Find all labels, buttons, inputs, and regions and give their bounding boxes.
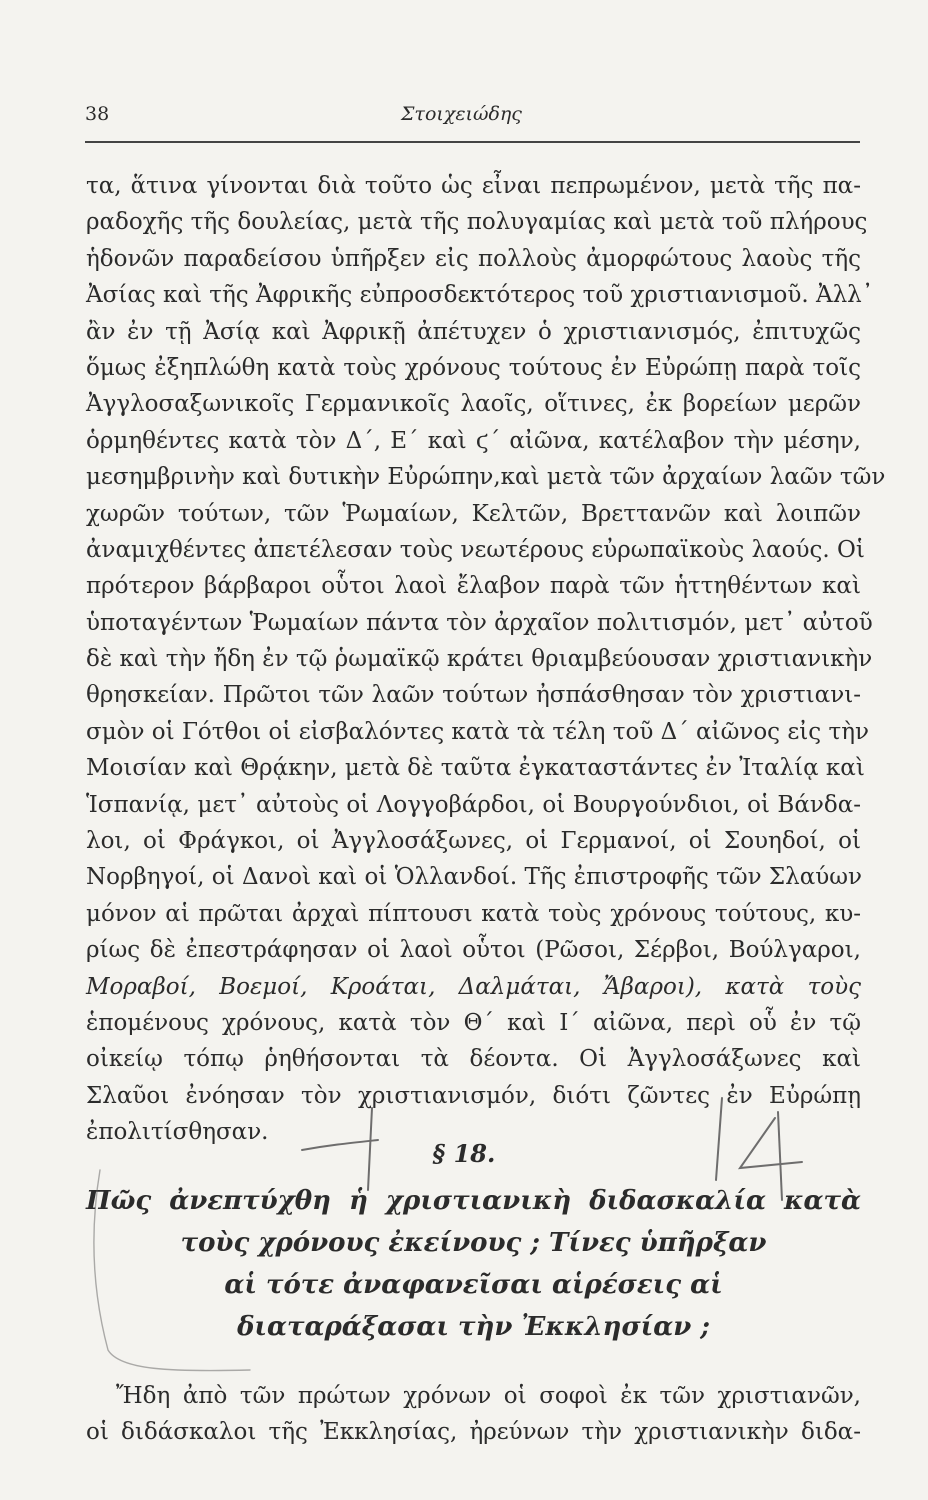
section-number: § 18.: [432, 1139, 496, 1168]
heading-line: διαταράξασαι τὴν Ἐκκλησίαν ;: [237, 1312, 710, 1342]
body-paragraph: [86, 168, 886, 1151]
text-line: χωρῶν τούτων, τῶν Ῥωμαίων, Κελτῶν, Βρεττανῶν καὶ λοιπῶν: [86, 500, 861, 527]
text-line: ὁρμηθέντες κατὰ τὸν Δ΄, Ε΄ καὶ ϛ΄ αἰῶνα, κατέλαβον τὴν μέσην,: [86, 427, 861, 454]
text-line: Ἤδη ἀπὸ τῶν πρώτων χρόνων οἱ σοφοὶ ἐκ τῶν χριστιανῶν,: [116, 1383, 861, 1409]
text-line: Μοισίαν καὶ Θρᾴκην, μετὰ δὲ ταῦτα ἐγκαταστάντες ἐν Ἰταλίᾳ καὶ: [86, 755, 865, 782]
text-line: μόνον αἱ πρῶται ἀρχαὶ πίπτουσι κατὰ τοὺς χρόνους τούτους, κυ-: [86, 900, 861, 927]
text-line: Σλαῦοι ἐνόησαν τὸν χριστιανισμόν, διότι ζῶντες ἐν Εὐρώπῃ: [86, 1082, 861, 1109]
text-line: ἂν ἐν τῇ Ἀσίᾳ καὶ Ἀφρικῇ ἀπέτυχεν ὁ χριστιανισμός, ἐπιτυχῶς: [86, 318, 861, 345]
section-paragraph: [86, 1378, 861, 1451]
text-line: λοι, οἱ Φράγκοι, οἱ Ἀγγλοσάξωνες, οἱ Γερμανοί, οἱ Σουηδοί, οἱ: [86, 828, 861, 855]
text-line: Ἱσπανίᾳ, μετ᾽ αὐτοὺς οἱ Λογγοβάρδοι, οἱ Βουργούνδιοι, οἱ Βάνδα-: [86, 791, 861, 818]
text-line: Ἀσίας καὶ τῆς Ἀφρικῆς εὐπροσδεκτότερος τοῦ χριστιανισμοῦ. Ἀλλ᾽: [86, 282, 874, 309]
text-line: οἱ διδάσκαλοι τῆς Ἐκκλησίας, ἠρεύνων τὴν χριστιανικὴν διδα-: [86, 1419, 861, 1446]
header-rule: [85, 141, 860, 143]
text-line: ἐπολιτίσθησαν.: [86, 1119, 269, 1146]
text-line: Ἀγγλοσαξωνικοῖς Γερμανικοῖς λαοῖς, οἵτινες, ἐκ βορείων μερῶν: [86, 391, 861, 418]
heading-line: αἱ τότε ἀναφανεῖσαι αἱρέσεις αἱ: [224, 1270, 723, 1300]
text-line: ὅμως ἐξηπλώθη κατὰ τοὺς χρόνους τούτους ἐν Εὐρώπῃ παρὰ τοῖς: [86, 354, 861, 381]
text-line: ἑπομένους χρόνους, κατὰ τὸν Θ΄ καὶ Ι΄ αἰῶνα, περὶ οὗ ἐν τῷ: [86, 1009, 861, 1036]
heading-line: Πῶς ἀνεπτύχθη ἡ χριστιανικὴ διδασκαλία κατὰ: [86, 1186, 861, 1216]
text-line: Μοραβοί, Βοεμοί, Κροάται, Δαλμάται, Ἄβαροι), κατὰ τοὺς: [86, 973, 861, 1000]
text-line: πρότερον βάρβαροι οὗτοι λαοὶ ἔλαβον παρὰ τῶν ἡττηθέντων καὶ: [86, 573, 861, 600]
text-line: ὑποταγέντων Ῥωμαίων πάντα τὸν ἀρχαῖον πολιτισμόν, μετ᾽ αὐτοῦ: [86, 609, 873, 636]
text-line: ρίως δὲ ἐπεστράφησαν οἱ λαοὶ οὗτοι (Ρῶσοι, Σέρβοι, Βούλγαροι,: [86, 937, 861, 964]
text-line: οἰκείῳ τόπῳ ῥηθήσονται τὰ δέοντα. Οἱ Ἀγγλοσάξωνες καὶ: [86, 1046, 861, 1073]
text-line: ἀναμιχθέντες ἀπετέλεσαν τοὺς νεωτέρους εὐρωπαϊκοὺς λαούς. Οἱ: [86, 536, 865, 563]
page-header: [85, 95, 858, 135]
text-line: μεσημβρινὴν καὶ δυτικὴν Εὐρώπην,καὶ μετὰ τῶν ἀρχαίων λαῶν τῶν: [86, 464, 886, 491]
running-title: Στοιχειώδης: [401, 103, 522, 125]
text-line: σμὸν οἱ Γότθοι οἱ εἰσβαλόντες κατὰ τὰ τέλη τοῦ Δ΄ αἰῶνος εἰς τὴν: [86, 718, 869, 745]
text-line: δὲ καὶ τὴν ἤδη ἐν τῷ ῥωμαϊκῷ κράτει θριαμβεύουσαν χριστιανικὴν: [86, 646, 873, 673]
page-number: 38: [85, 103, 110, 125]
text-line: ἡδονῶν παραδείσου ὑπῆρξεν εἰς πολλοὺς ἀμορφώτους λαοὺς τῆς: [86, 245, 861, 272]
text-line: τα, ἅτινα γίνονται διὰ τοῦτο ὡς εἶναι πεπρωμένον, μετὰ τῆς πα-: [86, 173, 861, 199]
text-line: Νορβηγοί, οἱ Δανοὶ καὶ οἱ Ὁλλανδοί. Τῆς ἐπιστροφῆς τῶν Σλαύων: [86, 864, 862, 891]
text-line: θρησκείαν. Πρῶτοι τῶν λαῶν τούτων ἠσπάσθησαν τὸν χριστιανι-: [86, 682, 861, 709]
text-line: ραδοχῆς τῆς δουλείας, μετὰ τῆς πολυγαμίας καὶ μετὰ τοῦ πλήρους: [86, 209, 868, 236]
section-heading: [86, 1180, 861, 1348]
heading-line: τοὺς χρόνους ἐκείνους ; Τίνες ὑπῆρξαν: [180, 1228, 767, 1258]
